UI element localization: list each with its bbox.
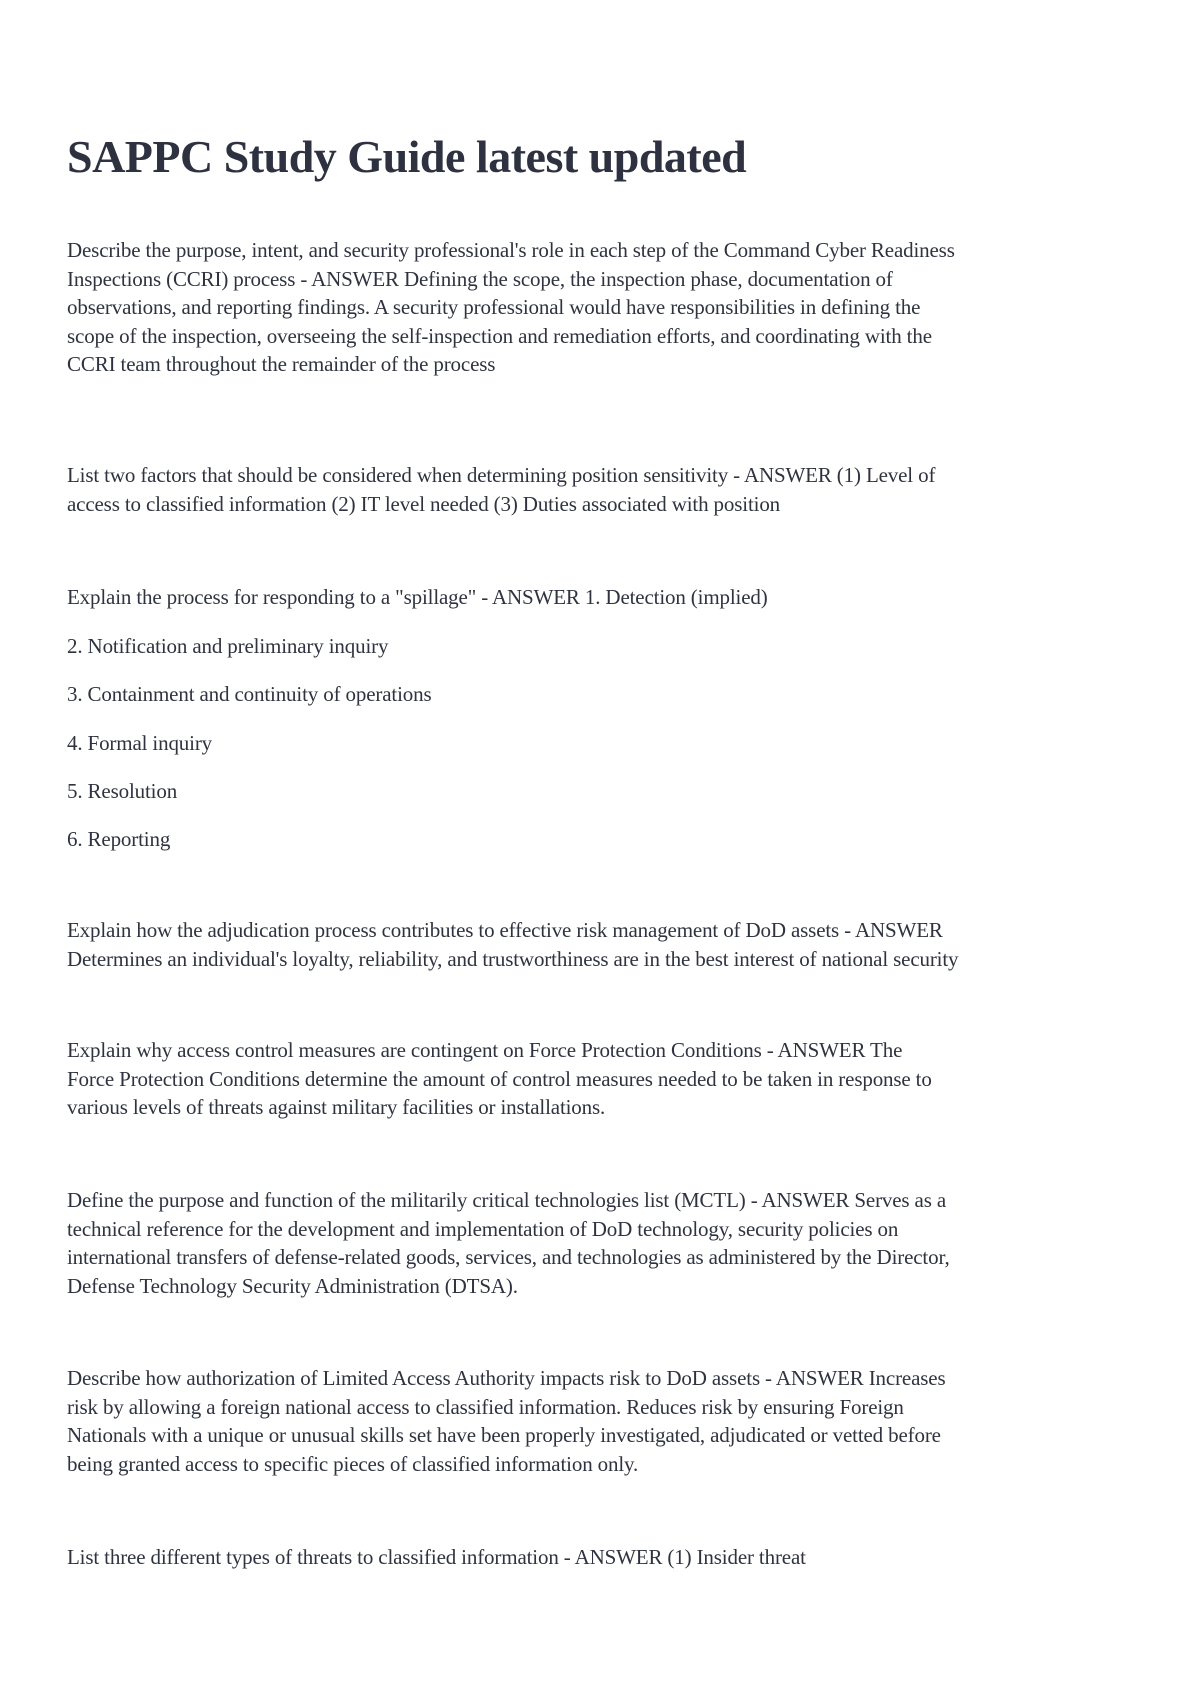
spillage-step-2: 2. Notification and preliminary inquiry [67,634,389,658]
text-line: Nationals with a unique or unusual skills set have been properly investigated, adjudicated or vetted before [67,1423,941,1447]
text-line: Explain the process for responding to a "spillage" - ANSWER 1. Detection (implied) [67,585,768,609]
spillage-step-5: 5. Resolution [67,779,178,803]
text-line: being granted access to specific pieces of classified information only. [67,1451,639,1476]
spillage-step-6: 6. Reporting [67,827,171,851]
text-line: technical reference for the development and implementation of DoD technology, security policies on [67,1216,899,1241]
text-line: Inspections (CCRI) process - ANSWER Defining the scope, the inspection phase, documentation of [67,266,893,291]
document-title: SAPPC Study Guide latest updated [67,131,747,182]
text-line: various levels of threats against military facilities or installations. [67,1095,606,1119]
text-line: List three different types of threats to classified information - ANSWER (1) Insider threat [67,1545,806,1569]
text-line: Describe the purpose, intent, and security professional's role in each step of the Command Cyber Readiness [67,238,955,262]
qa-entry-force-protection [67,1036,1127,1122]
text-line: Explain why access control measures are contingent on Force Protection Conditions - ANSWER The [67,1038,903,1062]
spillage-step-3: 3. Containment and continuity of operations [67,682,432,706]
text-line: access to classified information (2) IT level needed (3) Duties associated with position [67,491,781,516]
text-line: Force Protection Conditions determine the amount of control measures needed to be taken in response to [67,1066,932,1091]
text-line: CCRI team throughout the remainder of the process [67,352,496,376]
text-line: Describe how authorization of Limited Access Authority impacts risk to DoD assets - ANSWER Increases [67,1366,946,1390]
text-line: risk by allowing a foreign national access to classified information. Reduces risk by ensuring Foreign [67,1394,904,1419]
qa-entry-adjudication [67,916,1127,973]
qa-entry-threat-types [67,1543,1127,1572]
qa-entry-position-sensitivity [67,461,1127,518]
text-line: observations, and reporting findings. A security professional would have responsibilities in defining the [67,295,921,319]
qa-entry-ccri [67,236,1127,379]
qa-entry-limited-access-authority [67,1364,1127,1478]
text-line: international transfers of defense-related goods, services, and technologies as administered by the Director, [67,1245,950,1269]
text-line: Explain how the adjudication process contributes to effective risk management of DoD assets - ANSWER [67,918,943,942]
text-line: List two factors that should be considered when determining position sensitivity - ANSWER (1) Level of [67,463,936,487]
text-line: Define the purpose and function of the militarily critical technologies list (MCTL) - ANSWER Serves as a [67,1188,947,1212]
spillage-step-4: 4. Formal inquiry [67,731,213,755]
qa-entry-spillage [67,583,1127,612]
qa-entry-mctl [67,1186,1127,1300]
text-line: Defense Technology Security Administration (DTSA). [67,1273,518,1298]
text-line: Determines an individual's loyalty, reliability, and trustworthiness are in the best interest of national security [67,946,959,971]
text-line: scope of the inspection, overseeing the self-inspection and remediation efforts, and coordinating with the [67,323,932,348]
